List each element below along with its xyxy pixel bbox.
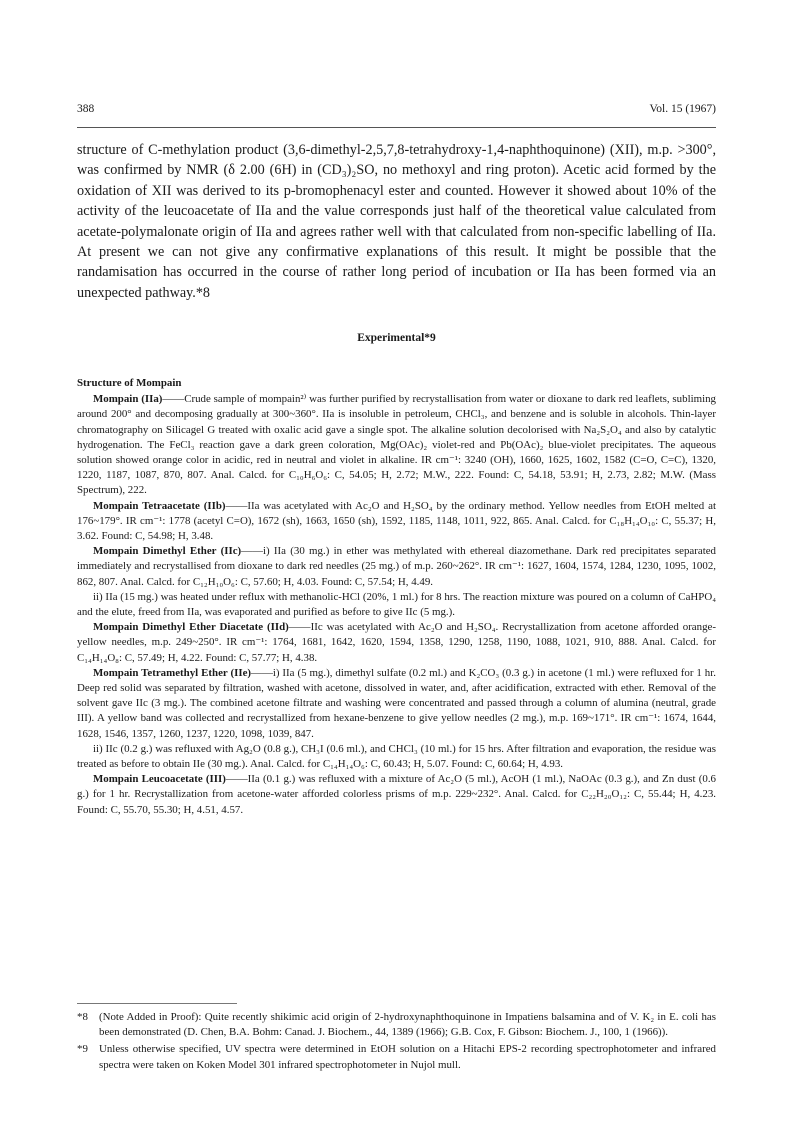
intro-paragraph: structure of C-methylation product (3,6-dimethyl-2,5,7,8-tetrahydroxy-1,4-naphthoquinone) (XII), m.p. >300°, was confirmed by NMR (δ 2.00 (6H) in (CD₃)₂SO, no methoxyl and ring proton). Acetic acid formed by the oxidation of XII was derived to its p-bromophenacyl ester and counted. However it showed about 10% of the activity of the leucoacetate of IIa and the value corresponds just half of the theoretical value calculated from acetate-polymalonate origin of IIa and agrees rather well with that calculated from non-specific labelling of IIa. At present we can not give any confirmative explanations of this result. It might be possible that the randamisation has occurred in the course of rather long period of incubation or IIa has been formed via an unexpected pathway.*8 (77, 142, 716, 301)
entry-text: ——i) IIa (5 mg.), dimethyl sulfate (0.2 ml.) and K₂CO₃ (0.3 g.) in acetone (1 ml.) were refluxed for 1 hr. Deep red solid was separated by filtration, washed with acetone, dissolved in water, and, after acidification, extracted with ether. Removal of the solvent gave IIc (3 mg.). The combined acetone filtrate and washing were concentrated and passed through a column of alumina (neutral, grade III). A yellow band was collected and recrystallized from hexane-benzene to give yellow needles (2 mg.), m.p. 169~171°. IR cm⁻¹: 1674, 1644, 1628, 1546, 1357, 1260, 1237, 1220, 1098, 1039, 847. (77, 666, 716, 740)
entry-text: ——Crude sample of mompain²⁾ was further purified by recrystallisation from water or dioxane to dark red leaflets, subliming around 200° and decomposing gradually at 300~360°. IIa is insoluble in petroleum, CHCl₃, and benzene and is soluble in alcohols. Thin-layer chromatography on Silicagel G treated with oxalic acid gave a single spot. The alkaline solution decolorised with Na₂S₂O₄ and also by catalytic hydrogenation. The FeCl₃ reaction gave a dark green coloration, Mg(OAc)₂ violet-red and Pb(OAc)₂ blue-violet precipitates. The aqueous solution showed orange color in acidic, red in neutral and violet in alkaline. IR cm⁻¹: 3240 (OH), 1660, 1625, 1602, 1582 (C=O, C=C), 1320, 1220, 1187, 1087, 870, 807. Anal. Calcd. for C₁₀H₆O₆: C, 54.05; H, 2.72; M.W., 222. Found: C, 54.18, 53.91; H, 2.73, 2.82; M.W. (Mass Spectrum), 222. (77, 393, 717, 497)
entry-title: Mompain Tetramethyl Ether (IIe) (93, 666, 252, 679)
volume-label: Vol. 15 (1967) (649, 103, 716, 115)
entry-text: ——IIa was acetylated with Ac₂O and H₂SO₄ by the ordinary method. Yellow needles from EtOH melted at 176~179°. IR cm⁻¹: 1778 (acetyl C=O), 1672 (sh), 1663, 1650 (sh), 1592, 1185, 1148, 1011, 922, 865. Anal. Calcd. for C₁₈H₁₄O₁₀: C, 55.37; H, 3.62. Found: C, 54.98; H, 3.48. (77, 499, 716, 543)
entry-text: ii) IIa (15 mg.) was heated under reflux with methanolic-HCl (20%, 1 ml.) for 8 hrs. The reaction mixture was poured on a column of CaHPO₄ and the elute, freed from IIa, was evaporated and purified as before to give IIc (5 mg.). (77, 590, 716, 619)
footnote-9 (77, 1042, 716, 1072)
entry-text: ——IIc was acetylated with Ac₂O and H₂SO₄. Recrystallization from acetone afforded orange-yellow needles, m.p. 249~250°. IR cm⁻¹: 1764, 1681, 1642, 1620, 1594, 1358, 1290, 1258, 1190, 1088, 1021, 910, 888. Anal. Calcd. for C₁₄H₁₄O₈: C, 57.49; H, 4.22. Found: C, 57.77; H, 4.38. (77, 621, 716, 664)
entry-text: ——i) IIa (30 mg.) in ether was methylated with ethereal diazomethane. Dark red precipitates separated immediately and recrystallised from dioxane to dark red needles (25 mg.) of m.p. 260~262°. IR cm⁻¹: 1627, 1604, 1574, 1284, 1230, 1095, 1002, 862, 807. Anal. Calcd. for C₁₂H₁₀O₆: C, 57.60; H, 4.03. Found: C, 57.54; H, 4.49. (77, 545, 717, 588)
entry-text: ii) IIc (0.2 g.) was refluxed with Ag₂O (0.8 g.), CH₃I (0.6 ml.), and CHCl₃ (10 ml.) for 15 hrs. After filtration and evaporation, the residue was treated as before to obtain IIe (30 mg.). Anal. Calcd. for C₁₄H₁₄O₆: C, 60.43; H, 5.07. Found: C, 60.64; H, 4.93. (77, 742, 716, 771)
header-rule (77, 127, 716, 128)
entry-text: ——IIa (0.1 g.) was refluxed with a mixture of Ac₂O (5 ml.), AcOH (1 ml.), NaOAc (0.3 g.), and Zn dust (0.6 g.) for 1 hr. Recrystallization from acetone-water afforded colorless prisms of m.p. 229~232°. Anal. Calcd. for C₂₂H₂₀O₁₂: C, 55.44; H, 4.23. Found: C, 55.70, 55.30; H, 4.51, 4.57. (77, 773, 717, 816)
entry-tetramethyl-ether-iie (77, 666, 716, 742)
entry-tetramethyl-ether-iie-ii (77, 742, 716, 772)
experimental-body (77, 376, 716, 818)
intro-section (77, 140, 716, 303)
entry-title: Mompain Tetraacetate (IIb) (93, 499, 226, 512)
entry-dimethyl-ether-diacetate-iid (77, 620, 716, 666)
page-header (77, 103, 716, 119)
entry-title: Mompain Leucoacetate (III) (93, 773, 226, 786)
entry-tetraacetate-iib (77, 499, 716, 545)
footnote-8 (77, 1010, 716, 1040)
entry-title: Mompain Dimethyl Ether Diacetate (IId) (93, 621, 289, 634)
footnote-text: (Note Added in Proof): Quite recently shikimic acid origin of 2-hydroxynaphthoquinone in Impatiens balsamina and of V. K₂ in E. coli has been demonstrated (D. Chen, B.A. Bohm: Canad. J. Biochem., 44, 1389 (1966); G.B. Cox, F. Gibson: Biochem. J., 100, 1 (1966)). (99, 1011, 716, 1039)
footnotes (77, 1010, 716, 1075)
experimental-heading: Experimental*9 (357, 332, 436, 344)
entry-leucoacetate-iii (77, 772, 716, 818)
section-title: Structure of Mompain (77, 377, 182, 389)
entry-mompain-iia (77, 392, 716, 498)
footnote-mark: *8 (77, 1011, 88, 1023)
page-number: 388 (77, 103, 95, 115)
entry-title: Mompain (IIa) (93, 393, 163, 406)
entry-title: Mompain Dimethyl Ether (IIc) (93, 545, 242, 558)
entry-dimethyl-ether-iic (77, 544, 716, 590)
footnote-text: Unless otherwise specified, UV spectra were determined in EtOH solution on a Hitachi EPS-2 recording spectrophotometer and infrared spectra were taken on Koken Model 301 infrared spectrophotometer in Nujol mull. (99, 1043, 716, 1071)
footnote-rule (77, 1003, 237, 1004)
footnote-mark: *9 (77, 1043, 88, 1056)
entry-dimethyl-ether-iic-ii (77, 590, 716, 620)
